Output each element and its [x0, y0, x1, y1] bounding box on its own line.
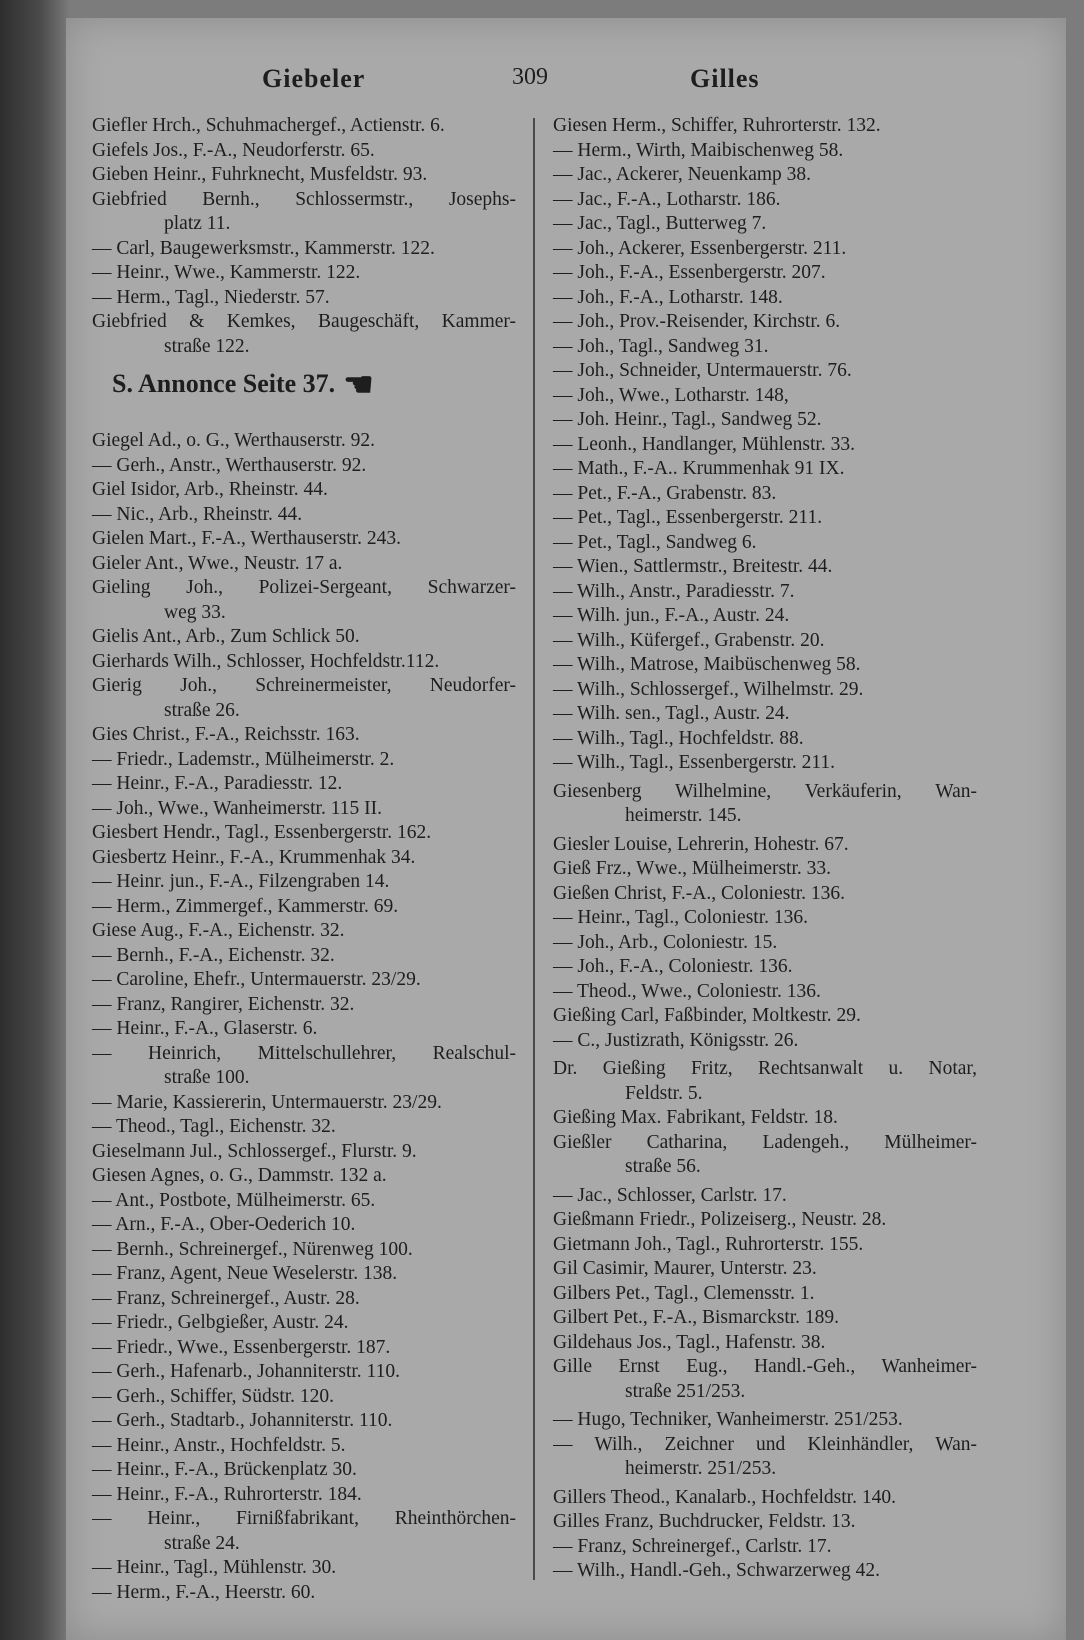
- directory-entry: Giesler Louise, Lehrerin, Hohestr. 67.: [553, 833, 849, 855]
- directory-entry: — Franz, Rangirer, Eichenstr. 32.: [92, 993, 355, 1015]
- directory-entry: Giesen Agnes, o. G., Dammstr. 132 a.: [92, 1165, 387, 1186]
- directory-entry: — Wilh., Matrose, Maibüschenweg 58.: [553, 654, 861, 675]
- directory-entry: — Wilh., Tagl., Hochfeldstr. 88.: [553, 727, 804, 749]
- directory-entry: — Heinr., Tagl., Coloniestr. 136.: [553, 907, 809, 928]
- directory-entry: Gießing Carl, Faßbinder, Moltkestr. 29.: [553, 1005, 861, 1026]
- directory-entry: — Heinr., F.-A., Paradiesstr. 12.: [92, 773, 343, 794]
- directory-entry: — Theod., Wwe., Coloniestr. 136.: [553, 980, 821, 1002]
- directory-entry: — Nic., Arb., Rheinstr. 44.: [92, 503, 303, 525]
- entry-continuation: straße 24.: [164, 1532, 240, 1554]
- directory-entry: — Gerh., Schiffer, Südstr. 120.: [92, 1385, 335, 1407]
- directory-entry: Gietmann Joh., Tagl., Ruhrorterstr. 155.: [553, 1233, 864, 1255]
- directory-entry: — Joh., Prov.-Reisender, Kirchstr. 6.: [553, 311, 841, 332]
- directory-entry: Gielis Ant., Arb., Zum Schlick 50.: [92, 626, 360, 647]
- directory-entry: — Heinr., Anstr., Hochfeldstr. 5.: [92, 1434, 346, 1456]
- directory-entry: — Joh. Heinr., Tagl., Sandweg 52.: [553, 409, 822, 430]
- directory-entry: Gille Ernst Eug., Handl.-Geh., Wanheimer-: [553, 1356, 977, 1377]
- directory-entry: — Joh., Schneider, Untermauerstr. 76.: [553, 360, 852, 381]
- directory-entry: — Franz, Agent, Neue Weselerstr. 138.: [92, 1263, 398, 1284]
- directory-entry: — Jac., Schlosser, Carlstr. 17.: [553, 1184, 787, 1206]
- directory-entry: — Heinr., F.-A., Glaserstr. 6.: [92, 1018, 318, 1039]
- directory-entry: — Wilh. sen., Tagl., Austr. 24.: [553, 703, 790, 724]
- directory-entry: — Herm., F.-A., Heerstr. 60.: [92, 1581, 316, 1603]
- directory-entry: — Arn., F.-A., Ober-Oederich 10.: [92, 1214, 356, 1235]
- page-number: 309: [512, 64, 548, 90]
- directory-entry: — Jac., F.-A., Lotharstr. 186.: [553, 188, 781, 210]
- directory-entry: Gieselmann Jul., Schlossergef., Flurstr. 9.: [92, 1140, 417, 1162]
- directory-entry: — Joh., F.-A., Essenbergerstr. 207.: [553, 262, 826, 283]
- directory-entry: Gießler Catharina, Ladengeh., Mülheimer-: [553, 1131, 977, 1153]
- directory-entry: Giefler Hrch., Schuhmachergef., Actienstr. 6.: [92, 115, 445, 136]
- directory-entry: Giegel Ad., o. G., Werthauserstr. 92.: [92, 430, 375, 451]
- directory-entry: — Marie, Kassiererin, Untermauerstr. 23/29.: [92, 1091, 442, 1113]
- directory-entry: — Wilh. jun., F.-A., Austr. 24.: [553, 605, 790, 626]
- directory-entry: — Gerh., Anstr., Werthauserstr. 92.: [92, 454, 367, 476]
- column-divider: [533, 118, 535, 1580]
- annonce-text: S. Annonce Seite 37.: [112, 369, 336, 398]
- directory-entry: — Wilh., Tagl., Essenbergerstr. 211.: [553, 752, 836, 773]
- directory-entry: — Joh., Ackerer, Essenbergerstr. 211.: [553, 237, 847, 259]
- directory-entry: — Heinr., Tagl., Mühlenstr. 30.: [92, 1557, 337, 1578]
- directory-entry: — Wilh., Anstr., Paradiesstr. 7.: [553, 580, 795, 602]
- directory-entry: — Jac., Tagl., Butterweg 7.: [553, 213, 767, 234]
- directory-entry: Giesenberg Wilhelmine, Verkäuferin, Wan-: [553, 780, 977, 802]
- directory-entry: Gieben Heinr., Fuhrknecht, Musfeldstr. 93.: [92, 164, 428, 185]
- directory-entry: Gießing Max. Fabrikant, Feldstr. 18.: [553, 1107, 838, 1128]
- directory-entry: Giefels Jos., F.-A., Neudorferstr. 65.: [92, 139, 375, 161]
- entry-continuation: straße 100.: [164, 1067, 250, 1088]
- directory-entry: — Theod., Tagl., Eichenstr. 32.: [92, 1116, 336, 1137]
- directory-entry: — Pet., Tagl., Sandweg 6.: [553, 531, 757, 553]
- directory-entry: Gilbers Pet., Tagl., Clemensstr. 1.: [553, 1282, 815, 1304]
- directory-entry: — Joh., Tagl., Sandweg 31.: [553, 335, 769, 357]
- directory-entry: Gilles Franz, Buchdrucker, Feldstr. 13.: [553, 1511, 856, 1532]
- directory-entry: — Friedr., Lademstr., Mülheimerstr. 2.: [92, 748, 395, 770]
- directory-entry: — Heinr., F.-A., Ruhrorterstr. 184.: [92, 1483, 362, 1505]
- entry-continuation: heimerstr. 145.: [625, 805, 742, 826]
- right-column: [553, 114, 977, 1584]
- directory-entry: — Heinr., Wwe., Kammerstr. 122.: [92, 262, 361, 283]
- directory-entry: — Bernh., Schreinergef., Nürenweg 100.: [92, 1238, 413, 1260]
- directory-entry: Gildehaus Jos., Tagl., Hafenstr. 38.: [553, 1331, 826, 1353]
- directory-entry: Gielen Mart., F.-A., Werthauserstr. 243.: [92, 528, 401, 549]
- directory-entry: — Wilh., Schlossergef., Wilhelmstr. 29.: [553, 678, 864, 700]
- directory-entry: — Franz, Schreinergef., Austr. 28.: [92, 1287, 360, 1309]
- directory-entry: — Wilh., Zeichner und Kleinhändler, Wan-: [553, 1433, 977, 1455]
- directory-entry: — Heinrich, Mittelschullehrer, Realschul-: [92, 1042, 516, 1064]
- directory-entry: Dr. Gießing Fritz, Rechtsanwalt u. Notar,: [553, 1058, 977, 1079]
- entry-continuation: straße 251/253.: [625, 1380, 746, 1402]
- directory-entry: — C., Justizrath, Königsstr. 26.: [553, 1029, 799, 1051]
- directory-entry: — Heinr., Firnißfabrikant, Rheinthörchen-: [92, 1508, 516, 1529]
- directory-entry: Gilbert Pet., F.-A., Bismarckstr. 189.: [553, 1307, 840, 1328]
- directory-entry: Gießmann Friedr., Polizeiserg., Neustr. 28.: [553, 1209, 887, 1230]
- directory-entry: — Herm., Wirth, Maibischenweg 58.: [553, 139, 844, 161]
- directory-entry: — Hugo, Techniker, Wanheimerstr. 251/253.: [553, 1409, 903, 1430]
- directory-entry: Gil Casimir, Maurer, Unterstr. 23.: [553, 1258, 817, 1279]
- directory-entry: Giebfried & Kemkes, Baugeschäft, Kammer-: [92, 311, 516, 332]
- entry-continuation: weg 33.: [164, 601, 226, 623]
- directory-entry: — Herm., Tagl., Niederstr. 57.: [92, 286, 330, 308]
- directory-entry: — Friedr., Gelbgießer, Austr. 24.: [92, 1312, 349, 1333]
- directory-entry: — Joh., Arb., Coloniestr. 15.: [553, 931, 778, 953]
- directory-entry: Gießen Christ, F.-A., Coloniestr. 136.: [553, 882, 846, 904]
- directory-entry: — Gerh., Stadtarb., Johanniterstr. 110.: [92, 1410, 393, 1431]
- left-column: [92, 114, 516, 1605]
- directory-entry: Gieß Frz., Wwe., Mülheimerstr. 33.: [553, 858, 832, 879]
- directory-entry: — Herm., Zimmergef., Kammerstr. 69.: [92, 895, 399, 917]
- directory-entry: Gierhards Wilh., Schlosser, Hochfeldstr.112.: [92, 650, 440, 672]
- directory-entry: — Franz, Schreinergef., Carlstr. 17.: [553, 1535, 832, 1557]
- directory-entry: — Bernh., F.-A., Eichenstr. 32.: [92, 944, 335, 966]
- directory-entry: — Gerh., Hafenarb., Johanniterstr. 110.: [92, 1361, 400, 1382]
- directory-entry: — Friedr., Wwe., Essenbergerstr. 187.: [92, 1336, 391, 1358]
- entry-continuation: Feldstr. 5.: [625, 1082, 703, 1104]
- directory-entry: — Heinr. jun., F.-A., Filzengraben 14.: [92, 871, 390, 892]
- directory-entry: — Joh., F.-A., Coloniestr. 136.: [553, 956, 793, 977]
- directory-entry: — Math., F.-A.. Krummenhak 91 IX.: [553, 458, 845, 479]
- directory-entry: — Jac., Ackerer, Neuenkamp 38.: [553, 164, 812, 185]
- directory-entry: Giesen Herm., Schiffer, Ruhrorterstr. 132.: [553, 115, 881, 136]
- directory-entry: — Carl, Baugewerksmstr., Kammerstr. 122.: [92, 237, 435, 259]
- directory-entry: — Heinr., F.-A., Brückenplatz 30.: [92, 1459, 357, 1480]
- directory-entry: — Joh., Wwe., Lotharstr. 148,: [553, 384, 789, 406]
- entry-continuation: straße 122.: [164, 335, 250, 357]
- directory-entry: — Joh., F.-A., Lotharstr. 148.: [553, 286, 783, 308]
- directory-entry: Gillers Theod., Kanalarb., Hochfeldstr. 140.: [553, 1486, 896, 1508]
- directory-entry: — Caroline, Ehefr., Untermauerstr. 23/29.: [92, 969, 421, 990]
- entry-continuation: straße 26.: [164, 699, 240, 721]
- directory-entry: — Wien., Sattlermstr., Breitestr. 44.: [553, 556, 833, 577]
- directory-entry: Giebfried Bernh., Schlossermstr., Josephs-: [92, 188, 516, 210]
- entry-continuation: platz 11.: [164, 213, 231, 234]
- directory-entry: — Wilh., Handl.-Geh., Schwarzerweg 42.: [553, 1560, 881, 1581]
- directory-entry: Giel Isidor, Arb., Rheinstr. 44.: [92, 479, 328, 500]
- pointing-hand-icon: ☚: [343, 367, 374, 404]
- annonce-reference: [92, 359, 516, 429]
- directory-entry: — Wilh., Küfergef., Grabenstr. 20.: [553, 629, 825, 651]
- entry-continuation: straße 56.: [625, 1156, 701, 1177]
- directory-entry: Giese Aug., F.-A., Eichenstr. 32.: [92, 920, 345, 941]
- directory-entry: Gieler Ant., Wwe., Neustr. 17 a.: [92, 552, 343, 574]
- directory-entry: — Pet., Tagl., Essenbergerstr. 211.: [553, 507, 823, 528]
- running-head-left: Giebeler: [262, 64, 366, 93]
- directory-entry: — Joh., Wwe., Wanheimerstr. 115 II.: [92, 797, 382, 819]
- entry-continuation: heimerstr. 251/253.: [625, 1458, 777, 1479]
- directory-entry: Giesbert Hendr., Tagl., Essenbergerstr. 162.: [92, 822, 432, 843]
- directory-entry: Gies Christ., F.-A., Reichsstr. 163.: [92, 724, 360, 745]
- directory-entry: — Pet., F.-A., Grabenstr. 83.: [553, 482, 777, 504]
- running-head-right: Gilles: [690, 64, 760, 93]
- directory-entry: Giesbertz Heinr., F.-A., Krummenhak 34.: [92, 846, 416, 868]
- directory-entry: Gierig Joh., Schreinermeister, Neudorfer-: [92, 675, 516, 696]
- directory-entry: — Leonh., Handlanger, Mühlenstr. 33.: [553, 433, 855, 455]
- directory-entry: — Ant., Postbote, Mülheimerstr. 65.: [92, 1189, 376, 1211]
- directory-entry: Gieling Joh., Polizei-Sergeant, Schwarzer-: [92, 577, 516, 598]
